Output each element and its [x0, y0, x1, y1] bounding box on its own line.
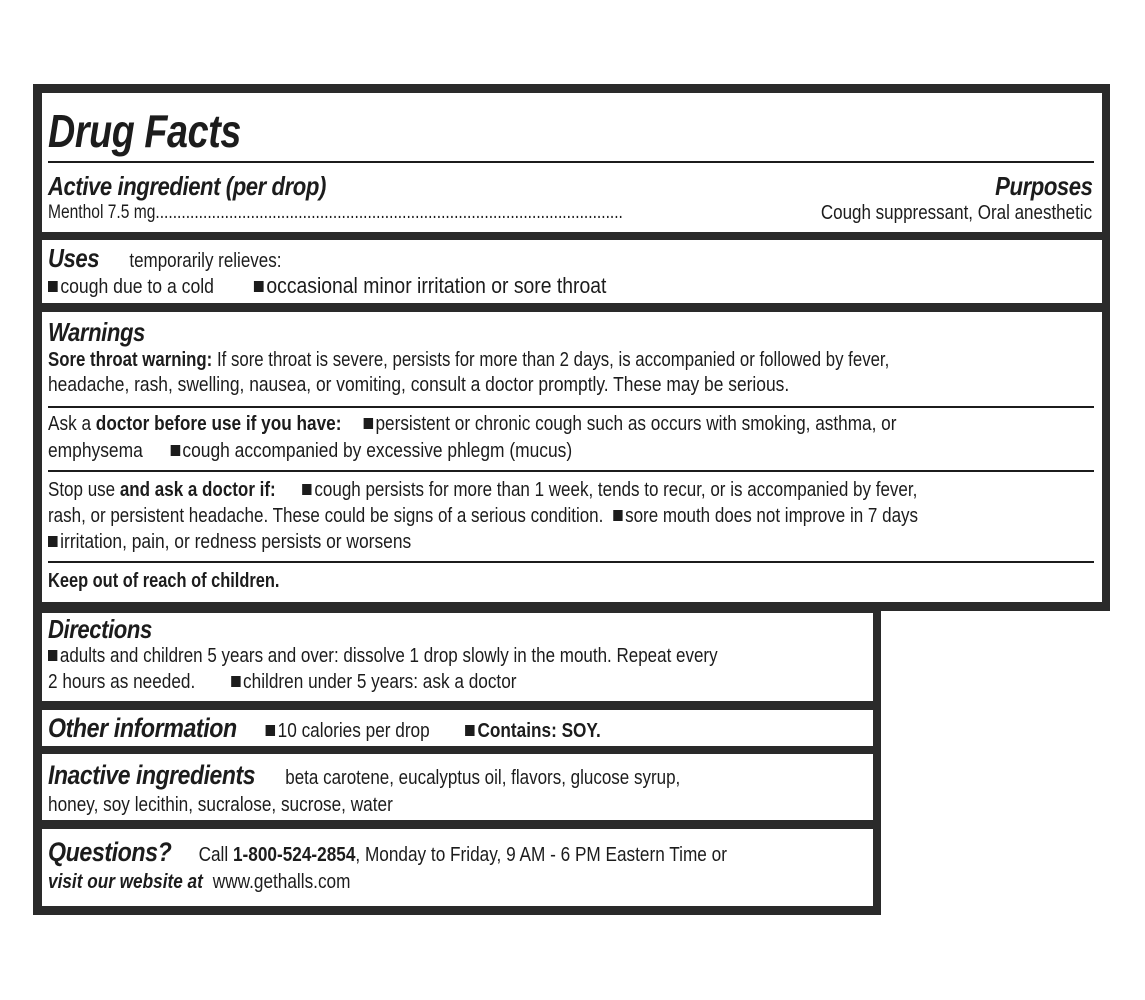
stop-use-line-1 [48, 478, 917, 502]
other-info-heading: Other information [48, 713, 237, 743]
stop-item-3: irritation, pain, or redness persists or worsens [60, 531, 412, 553]
questions-line-1 [48, 837, 727, 870]
uses-line-1 [48, 243, 282, 273]
bullet-square-icon [48, 650, 57, 661]
other-info-line [48, 712, 601, 746]
sore-throat-line-2: headache, rash, swelling, nausea, or vomiting, consult a doctor promptly. These may be serious. [48, 374, 790, 396]
questions-website[interactable]: www.gethalls.com [212, 871, 351, 893]
questions-heading: Questions? [48, 837, 172, 867]
stop-item-1a: cough persists for more than 1 week, tends to recur, or is accompanied by fever, [314, 479, 918, 501]
warnings-rule-2 [48, 470, 1094, 472]
questions-call: Call [198, 844, 229, 866]
questions-hours: , Monday to Friday, 9 AM - 6 PM Eastern Time or [355, 844, 727, 866]
directions-line-1 [48, 644, 718, 668]
purposes-heading: Purposes [994, 171, 1092, 201]
ask-label-pre: Ask a [48, 413, 92, 435]
inactive-heading: Inactive ingredients [48, 760, 256, 790]
page-title: Drug Facts [48, 105, 241, 157]
stop-label-bold: and ask a doctor if: [119, 479, 276, 501]
ask-item-2: cough accompanied by excessive phlegm (mucus) [182, 440, 573, 462]
directions-line-2 [48, 670, 516, 694]
uses-item-1: cough due to a cold [60, 276, 214, 298]
section-questions [42, 829, 873, 906]
active-ingredient-row [48, 201, 623, 225]
directions-heading: Directions [48, 614, 152, 644]
other-info-item-2: Contains: SOY. [477, 720, 601, 742]
keep-out-of-reach: Keep out of reach of children. [48, 570, 280, 592]
ask-item-1a: persistent or chronic cough such as occurs with smoking, asthma, or [375, 413, 897, 435]
warnings-rule-3 [48, 561, 1094, 563]
bullet-square-icon [231, 676, 240, 687]
bullet-square-icon [363, 418, 372, 429]
bullet-square-icon [48, 281, 58, 292]
directions-item-2: children under 5 years: ask a doctor [243, 671, 517, 693]
bullet-square-icon [303, 484, 312, 495]
bullet-square-icon [170, 445, 180, 456]
questions-phone: 1-800-524-2854 [232, 844, 356, 866]
section-active-ingredient [42, 93, 1102, 232]
directions-item-1a: adults and children 5 years and over: dissolve 1 drop slowly in the mouth. Repeat every [59, 645, 718, 667]
other-info-item-1: 10 calories per drop [277, 720, 430, 742]
directions-item-1b: 2 hours as needed. [48, 671, 196, 693]
active-ingredient-name: Menthol 7.5 mg [48, 202, 156, 223]
sore-throat-line-1 [48, 348, 889, 372]
uses-intro: temporarily relieves: [129, 250, 282, 272]
title-rule [48, 161, 1094, 163]
section-uses [42, 240, 1102, 303]
inactive-line-1 [48, 760, 680, 793]
section-directions [42, 613, 873, 701]
uses-heading: Uses [48, 243, 100, 273]
inactive-line-2: honey, soy lecithin, sucralose, sucrose, water [48, 794, 393, 816]
ask-doctor-line-1 [48, 412, 896, 436]
bullet-square-icon [613, 510, 622, 521]
questions-line-2 [48, 870, 350, 894]
section-inactive-ingredients [42, 754, 873, 820]
ask-item-1b: emphysema [48, 440, 143, 462]
ask-label-bold: doctor before use if you have: [95, 413, 342, 435]
stop-use-line-3 [48, 530, 411, 554]
warnings-rule-1 [48, 406, 1094, 408]
stop-item-1b: rash, or persistent headache. These could be signs of a serious condition. [48, 505, 604, 527]
uses-item-2: occasional minor irritation or sore throat [266, 273, 607, 298]
inactive-text-1: beta carotene, eucalyptus oil, flavors, glucose syrup, [285, 767, 681, 789]
leader-dots: ............................................................................................................ [155, 202, 623, 223]
bullet-square-icon [254, 281, 264, 292]
ask-doctor-line-2 [48, 439, 572, 463]
bullet-square-icon [465, 725, 474, 736]
bullet-square-icon [266, 725, 275, 736]
active-ingredient-purpose: Cough suppressant, Oral anesthetic [820, 202, 1092, 224]
warnings-heading: Warnings [48, 317, 145, 347]
stop-item-2: sore mouth does not improve in 7 days [625, 505, 919, 527]
active-ingredient-heading: Active ingredient (per drop) [48, 171, 326, 201]
stop-label-pre: Stop use [48, 479, 116, 501]
uses-line-2 [48, 274, 606, 299]
sore-throat-text-1: If sore throat is severe, persists for more than 2 days, is accompanied or followed by fever, [216, 349, 890, 371]
bullet-square-icon [48, 536, 58, 547]
section-warnings [42, 312, 1102, 602]
section-other-information [42, 710, 873, 746]
stop-use-line-2 [48, 504, 918, 528]
sore-throat-label: Sore throat warning: [48, 349, 213, 371]
questions-visit: visit our website at [48, 871, 203, 893]
